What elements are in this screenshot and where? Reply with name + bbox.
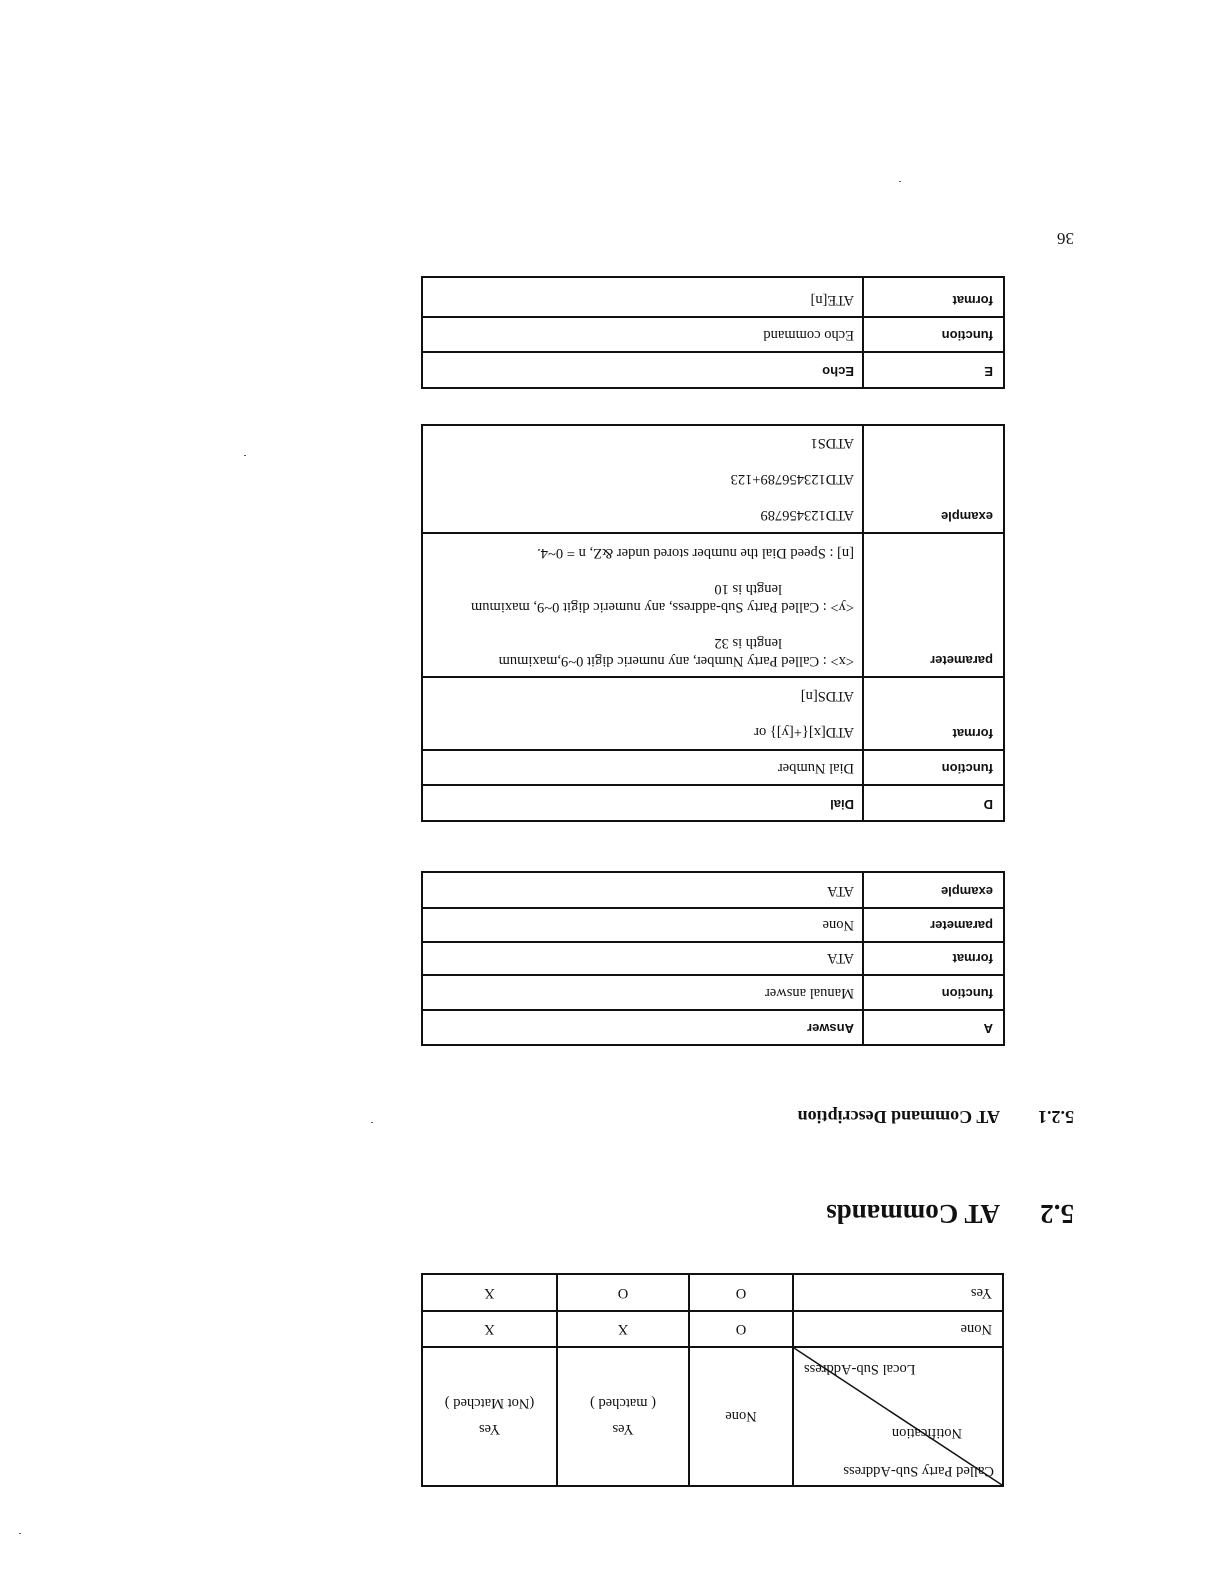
parameter-label: parameter [863, 908, 1004, 942]
function-value: Dial Number [422, 750, 863, 785]
command-name: Answer [422, 1010, 863, 1045]
command-name: Echo [422, 352, 863, 388]
table-cell: X [422, 1311, 557, 1347]
function-value: Echo command [422, 317, 863, 352]
param-x-cont: length is 32 [714, 635, 782, 651]
format-value: ATA [422, 942, 863, 975]
scan-speck [19, 1533, 21, 1534]
table-cell: X [557, 1311, 689, 1347]
subaddress-notification-table [421, 1273, 1004, 1487]
page-number: 36 [1057, 229, 1074, 248]
param-n: [n] : Speed Dial the number stored under &Z, n = 0~4. [537, 545, 854, 561]
table-row [422, 1274, 1003, 1311]
row-label-yes: Yes [793, 1274, 1003, 1311]
function-label: function [863, 317, 1004, 352]
example-label: example [863, 425, 1004, 533]
command-name: Dial [422, 785, 863, 821]
column-header-none: None [689, 1347, 793, 1486]
command-code: A [863, 1010, 1004, 1045]
format-value: ATE[n] [422, 277, 863, 317]
scan-speck [244, 455, 246, 456]
example-value: ATA [422, 872, 863, 908]
format-value: ATD[x]{+[y]} or ATDS[n] [422, 677, 863, 750]
table-row [422, 1311, 1003, 1347]
column-header-yes-not-matched: Yes (Not Matched ) [422, 1347, 557, 1486]
function-value: Manual answer [422, 975, 863, 1010]
table-cell: O [689, 1311, 793, 1347]
subsection-heading: 5.2.1AT Command Description [797, 1107, 1074, 1127]
local-subaddress-label: Local Sub-Address [804, 1361, 916, 1377]
scan-speck [371, 1122, 373, 1123]
diagonal-header-cell [793, 1347, 1003, 1486]
command-code: D [863, 785, 1004, 821]
function-label: function [863, 975, 1004, 1010]
command-e-table [421, 276, 1005, 389]
example-label: example [863, 872, 1004, 908]
notification-label: Notification [891, 1425, 962, 1441]
example-value: ATD123456789 ATD123456789+123 ATDS1 [422, 425, 863, 533]
column-header-yes-matched: Yes ( matched ) [557, 1347, 689, 1486]
parameter-label: parameter [863, 533, 1004, 677]
param-y-cont: length is 10 [714, 581, 782, 597]
format-label: format [863, 942, 1004, 975]
parameter-value: None [422, 908, 863, 942]
table-cell: O [689, 1274, 793, 1311]
format-label: format [863, 277, 1004, 317]
function-label: function [863, 750, 1004, 785]
section-heading: 5.2AT Commands [826, 1199, 1074, 1229]
called-party-subaddress-label: Called Party Sub-Address [843, 1463, 994, 1479]
command-d-table [421, 424, 1005, 822]
row-label-none: None [793, 1311, 1003, 1347]
format-label: format [863, 677, 1004, 750]
command-a-table [421, 871, 1005, 1046]
table-cell: O [557, 1274, 689, 1311]
table-cell: X [422, 1274, 557, 1311]
param-x: <x> : Called Party Number, any numeric digit 0~9,maximum [498, 653, 854, 669]
scan-speck [899, 181, 901, 182]
param-y: <y> : Called Party Sub-address, any numeric digit 0~9, maximum [470, 599, 854, 615]
command-code: E [863, 352, 1004, 388]
parameter-value [422, 533, 863, 677]
